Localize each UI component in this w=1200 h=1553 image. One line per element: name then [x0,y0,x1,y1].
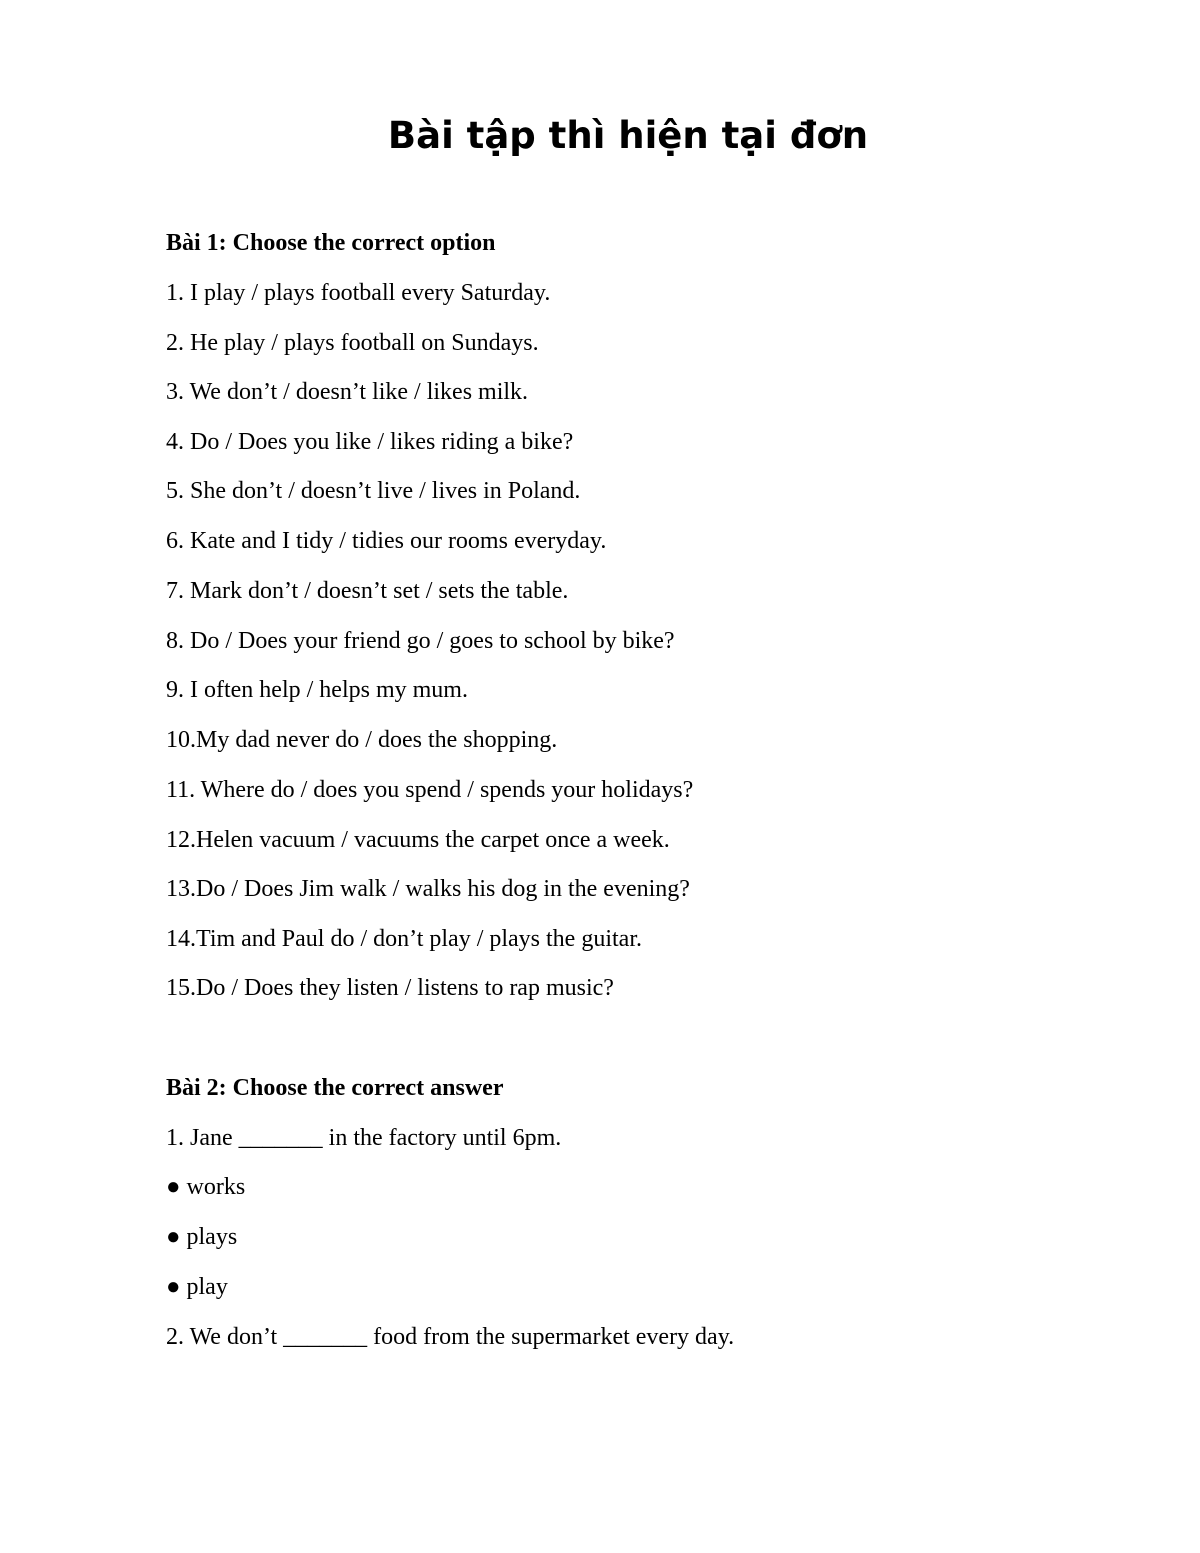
section-2-heading: Bài 2: Choose the correct answer [166,1075,504,1101]
exercise-item: 5. She don’t / doesn’t live / lives in Poland. [166,478,581,504]
exercise-item: 1. I play / plays football every Saturday. [166,280,551,306]
answer-option: ● play [166,1274,228,1300]
section-1-heading: Bài 1: Choose the correct option [166,230,496,256]
document-title: Bài tập thì hiện tại đơn [387,114,869,157]
exercise-item: 15.Do / Does they listen / listens to rap music? [166,975,614,1001]
question-1: 1. Jane _______ in the factory until 6pm. [166,1125,562,1151]
exercise-item: 12.Helen vacuum / vacuums the carpet once a week. [166,827,670,853]
exercise-item: 4. Do / Does you like / likes riding a bike? [166,429,574,455]
exercise-item: 8. Do / Does your friend go / goes to school by bike? [166,628,675,654]
exercise-item: 7. Mark don’t / doesn’t set / sets the table. [166,578,569,604]
exercise-item: 10.My dad never do / does the shopping. [166,727,558,753]
exercise-item: 3. We don’t / doesn’t like / likes milk. [166,379,529,405]
exercise-item: 14.Tim and Paul do / don’t play / plays the guitar. [166,926,642,952]
exercise-item: 2. He play / plays football on Sundays. [166,330,539,356]
answer-option: ● works [166,1174,246,1200]
answer-option: ● plays [166,1224,238,1250]
exercise-item: 9. I often help / helps my mum. [166,677,468,703]
exercise-item: 6. Kate and I tidy / tidies our rooms everyday. [166,528,607,554]
exercise-item: 13.Do / Does Jim walk / walks his dog in the evening? [166,876,690,902]
question-2: 2. We don’t _______ food from the supermarket every day. [166,1324,735,1350]
exercise-item: 11. Where do / does you spend / spends your holidays? [166,777,694,803]
